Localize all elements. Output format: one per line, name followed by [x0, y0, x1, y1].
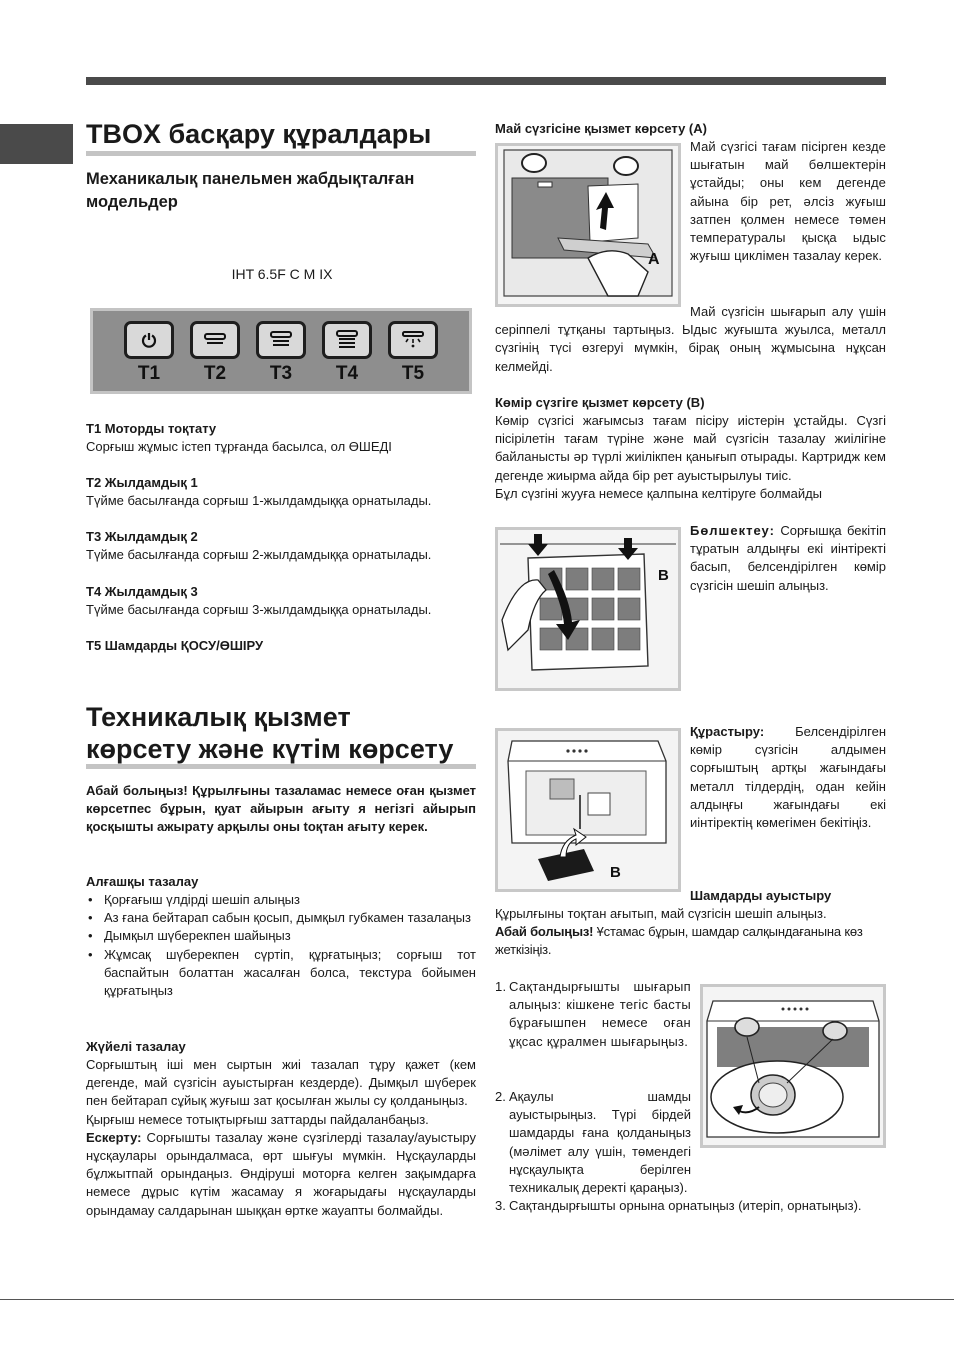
- control-t2-text: Түйме басылғанда сорғыш 1-жылдамдыққа орнатылады.: [86, 493, 432, 509]
- list-item: • Дымқыл шүберекпен шайыңыз: [86, 927, 476, 945]
- first-clean-list: [86, 891, 476, 1000]
- carbon-filter-p1: Көмір сүзгісі жағымсыз тағам пісіру иістерін ұстайды. Сүзгі пісірілетін тағам түріне және май сүзгісін тазалау жиілігіне байланысты әр түрлі жиілікпен қанығып отырады. Картридж кем дегенде жиырма айда бір рет ауыстырылуы тиіс.: [495, 413, 886, 483]
- step-number: 1.: [495, 979, 507, 994]
- model-name: IHT 6.5F C M IX: [231, 266, 333, 282]
- speed2-key: [256, 321, 306, 359]
- step-text: [509, 1088, 886, 1197]
- carbon-assembly-illustration: [498, 731, 678, 889]
- speed1-icon: [203, 332, 227, 348]
- figure-a-label: A: [648, 251, 660, 268]
- lamp-step-3: [495, 1197, 886, 1215]
- grease-filter-figure: [495, 143, 681, 307]
- grease-filter-head: Май сүзгісіне қызмет көрсету (A): [495, 121, 707, 136]
- maintenance-title-line1: Техникалық қызмет: [86, 702, 351, 732]
- carbon-filter-p2: Бұл сүзгіні жууға немесе қалпына келтіруге болмайды: [495, 485, 823, 501]
- power-icon: [140, 331, 158, 349]
- control-t3-text: Түйме басылғанда сорғыш 2-жылдамдыққа орнатылады.: [86, 547, 432, 563]
- grease-side-text: Май сүзгісі тағам пісірген кезде шығатын май бөлшектерін ұстайды; оны кем дегенде айына бір рет, әлсіз жуғыш затпен қолмен немесе төмен температуралы қысқа ыдыс жуғыш циклімен тазалау керек.: [690, 139, 886, 264]
- regular-clean-p2: Қырғыш немесе тотықтырғыш заттарды пайдаланбаңыз.: [86, 1111, 429, 1127]
- step-2-text: Ақаулы шамды ауыстырыңыз. Түрі бірдей шамдарды ғана қолданыңыз (мәлімет алу үшін, төмендегі нұсқаулықта берілген техникалық деректі қараңыз).: [509, 1089, 691, 1196]
- regular-clean-note: [86, 1129, 476, 1220]
- speed1-key: [190, 321, 240, 359]
- control-t2-head: T2 Жылдамдық 1: [86, 475, 198, 491]
- list-item: • Қорғағыш үлдірді шешіп алыңыз: [86, 891, 476, 909]
- control-t5-head: T5 Шамдарды ҚОСУ/ӨШІРУ: [86, 637, 264, 653]
- step-text: Сақтандырғышты шығарып алыңыз: кішкене тегіс басты бұрағышпен немесе оған ұқсас құралмен шығарыңыз.: [509, 979, 691, 1049]
- regular-clean-p1: Сорғыштың іші мен сыртын жиі тазалап тұру қажет (кем дегенде, май сүзгісін ауыстырған кездерде). Дымқыл шүберек пен бейтарап сұйық жуғыш зат қосылған жылы су қолданыңыз.: [86, 1057, 476, 1109]
- side-tab: [0, 124, 73, 164]
- key-label-t1: T1: [137, 363, 161, 384]
- lamp-step-2: [495, 1088, 886, 1197]
- figure-b-label: B: [658, 567, 669, 584]
- speed3-icon: [335, 330, 359, 350]
- lamp-step-1: [495, 978, 691, 1051]
- bottom-rule: [0, 1299, 954, 1300]
- step-text: Сақтандырғышты орнына орнатыңыз (итеріп, орнатыңыз).: [509, 1198, 862, 1214]
- control-t4-text: Түйме басылғанда сорғыш 3-жылдамдыққа орнатылады.: [86, 601, 432, 617]
- list-item: • Аз ғана бейтарап сабын қосып, дымқыл губкамен тазалаңыз: [86, 909, 476, 927]
- control-descriptions: [86, 420, 478, 655]
- lamp-intro: [495, 905, 886, 960]
- power-key: [124, 321, 174, 359]
- note-text: Сорғышты тазалау және сүзгілерді тазалау/ауыстыру нұсқаулары орындалмаса, өрт шығуы мүмкін. Нұсқауларды бұлжытпай орындаңыз. Өндіруші моторға келген зақымдарға немесе дұрыс күтім жасамау я жоғарыдағы нұсқауларды орындамау салдарынан шыққан өртке жауапты болмайды.: [86, 1129, 476, 1218]
- carbon-filter-removal-figure: [495, 527, 681, 691]
- disassembly-text: [690, 522, 886, 595]
- top-rule: [86, 77, 886, 85]
- lamp-warning-label: Абай болыңыз!: [495, 924, 594, 940]
- regular-clean-body: [86, 1056, 476, 1220]
- list-item: • Жұмсақ шүберекпен сүртіп, құрғатыңыз; сорғыш тот баспайтын болаттан жасалған болса, текстура бойымен құрғатыңыз: [86, 946, 476, 1001]
- step-number: 2.: [495, 1089, 506, 1104]
- key-label-t3: T3: [269, 363, 293, 384]
- regular-clean-head: Жүйелі тазалау: [86, 1039, 186, 1054]
- lamp-warning-text: Ұстамас бұрын, шамдар салқындағанына көз жеткізіңіз.: [495, 924, 863, 958]
- speed2-icon: [269, 331, 293, 349]
- control-t4-head: T4 Жылдамдық 3: [86, 583, 198, 599]
- key-label-t5: T5: [401, 363, 425, 384]
- carbon-filter-assembly-figure: [495, 728, 681, 892]
- lamp-steps-top: [495, 978, 691, 1051]
- lamp-intro-p: Құрылғыны тоқтан ағытып, май сүзгісін шешіп алыңыз.: [495, 906, 827, 921]
- carbon-filter-head: Көмір сүзгіге қызмет көрсету (B): [495, 395, 705, 410]
- first-clean-head: Алғашқы тазалау: [86, 874, 199, 889]
- disassembly-body: Сорғышқа бекітіп тұратын алдыңғы екі иінтіректі басып, белсендірілген көмір сүзгісін шешіп алыңыз.: [690, 523, 886, 593]
- models-subtitle: Механикалық панельмен жабдықталған модельдер: [86, 170, 415, 211]
- grease-continue-text: Май сүзгісін шығарып алу үшін серіппелі тұтқаны тартыңыз. Ыдыс жуғышта жуылса, металл сүзгінің түсі өзгеруі мүмкін, бірақ оның жұмысына нұқсан келмейді.: [495, 304, 886, 374]
- lamp-steps-bottom: [495, 1088, 886, 1215]
- note-label: Ескерту:: [86, 1129, 142, 1145]
- safety-warning: Абай болыңыз! Құрылғыны тазаламас немесе оған қызмет көрсетпес бұрын, қуат айырын ағыту я негізгі айырып қосқышты ажырату арқылы оны toқтан ағыту керек.: [86, 783, 476, 835]
- control-panel-figure: [90, 308, 472, 394]
- control-t3-head: T3 Жылдамдық 2: [86, 529, 198, 545]
- light-key: [388, 321, 438, 359]
- control-t1-text: Сорғыш жұмыс істеп тұрғанда басылса, ол ӨШЕДІ: [86, 439, 392, 454]
- step-number: 3.: [495, 1198, 506, 1214]
- hood-grease-illustration: [498, 146, 678, 304]
- light-icon: [401, 331, 425, 349]
- carbon-removal-illustration: [498, 530, 678, 688]
- carbon-filter-body: [495, 412, 886, 503]
- assembly-text: [690, 723, 886, 832]
- lamp-head: Шамдарды ауыстыру: [690, 888, 832, 903]
- maintenance-title-line2: көрсету және күтім көрсету: [86, 734, 454, 764]
- maintenance-title: [86, 700, 476, 769]
- speed3-key: [322, 321, 372, 359]
- disassembly-label: Бөлшектеу:: [690, 523, 775, 538]
- assembly-body: Белсендірілген көмір сүзгісін алдымен сорғыштың артқы жағындағы металл тілдердің, одан кейін алдыңғы жағындағы екі иінтіректің көмегімен бекітіңіз.: [690, 724, 886, 831]
- key-label-t2: T2: [203, 363, 227, 384]
- figure-c-label: B: [610, 864, 621, 881]
- page-title: TBOX басқару құралдары: [86, 117, 476, 156]
- key-label-t4: T4: [335, 363, 359, 384]
- control-t1-head: T1 Моторды тоқтату: [86, 421, 217, 436]
- assembly-label: Құрастыру:: [690, 724, 765, 739]
- lamp-warning: [495, 923, 886, 959]
